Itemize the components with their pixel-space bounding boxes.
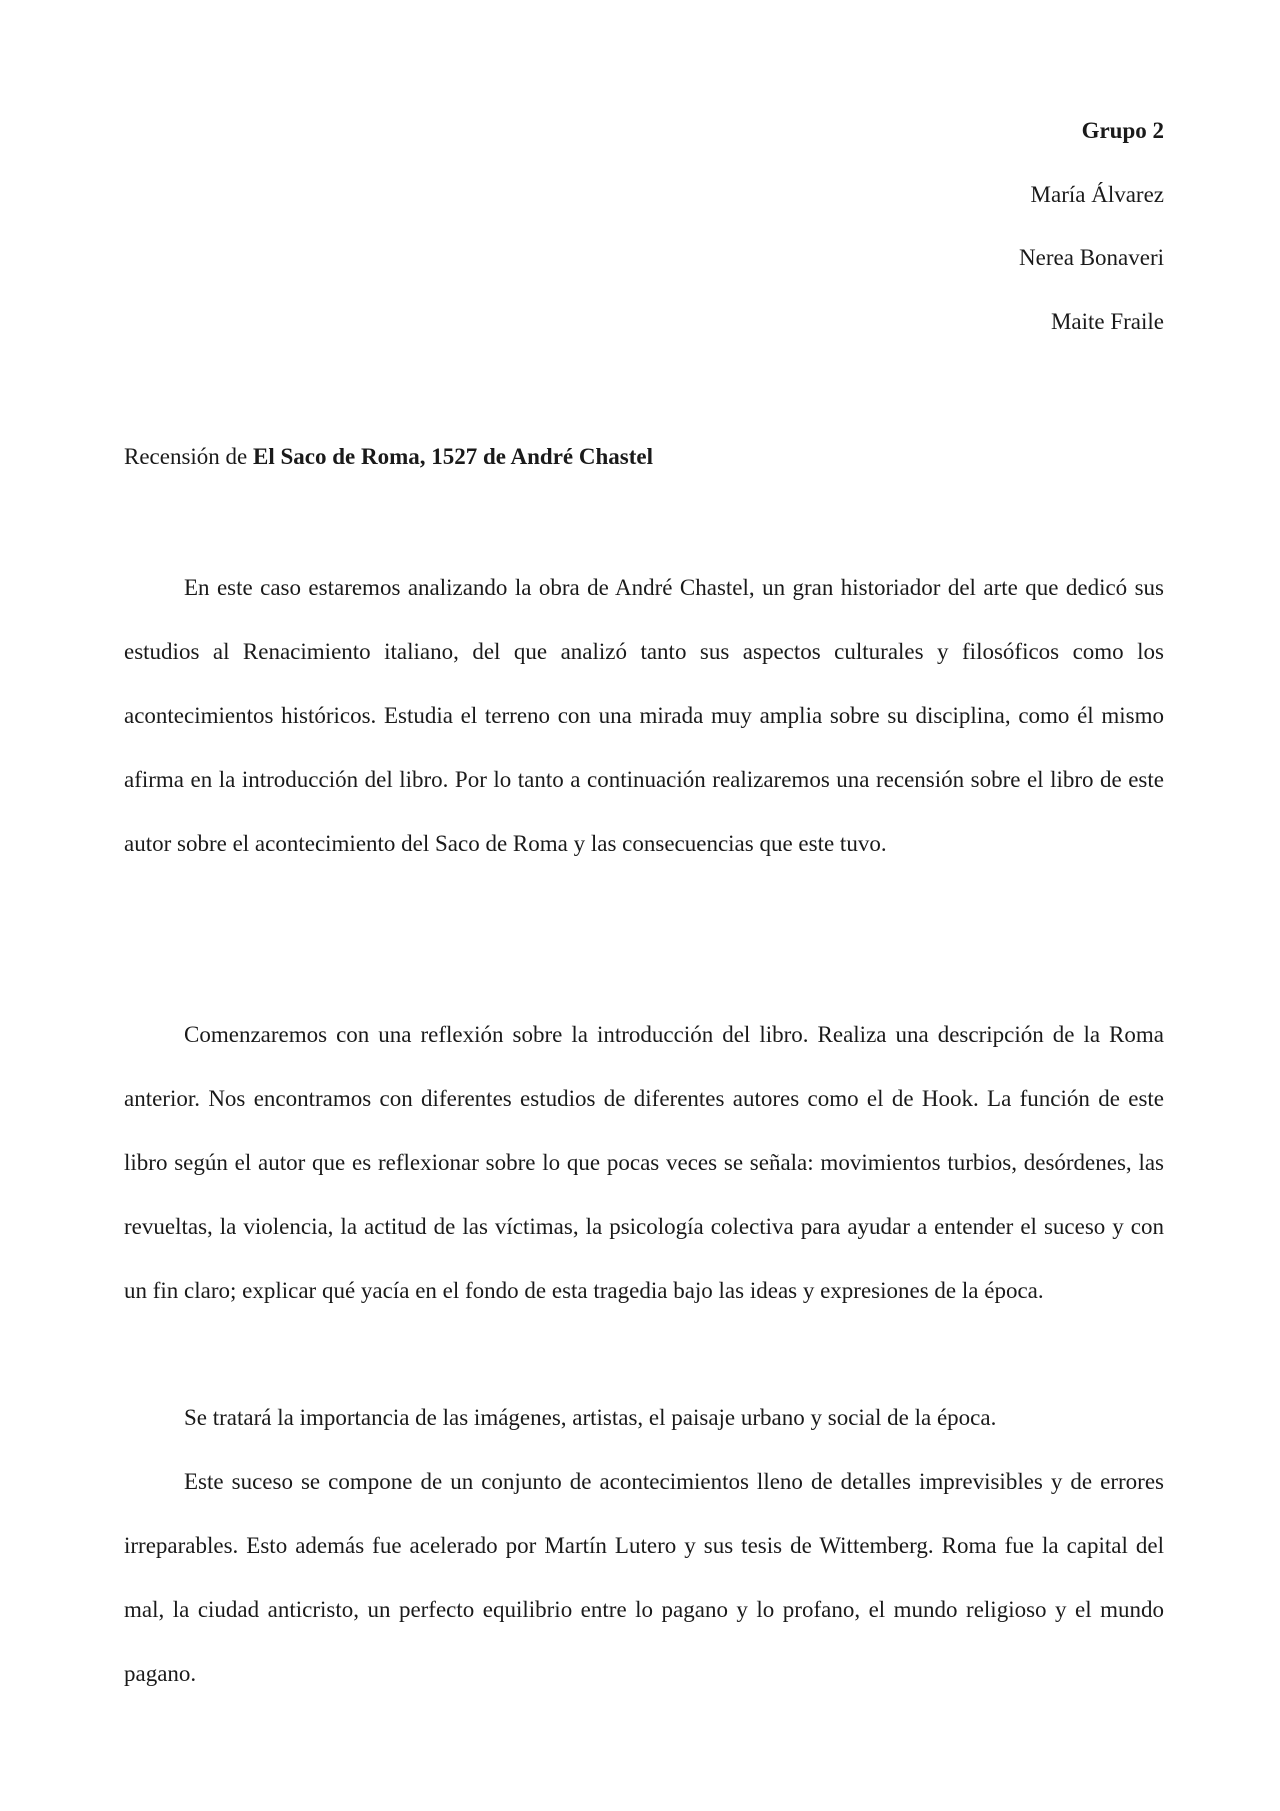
header-block — [1019, 118, 1164, 353]
paragraph: Este suceso se compone de un conjunto de acontecimientos lleno de detalles imprevisibles y de errores irreparables. Esto además fue acelerado por Martín Lutero y sus tesis de Wittemberg. Roma fue la capital del mal, la ciudad anticristo, un perfecto equilibrio entre lo pagano y lo profano, el mundo religioso y el mundo pagano. — [124, 1469, 1164, 1686]
paragraph: Se tratará la importancia de las imágenes, artistas, el paisaje urbano y social de la época. — [184, 1405, 997, 1430]
author-name: Maite Fraile — [1050, 308, 1164, 334]
author-name: María Álvarez — [1030, 181, 1164, 207]
title-prefix: Recensión de — [124, 444, 254, 469]
book-title: El Saco de Roma, 1527 de André Chastel — [253, 444, 653, 469]
paragraph: En este caso estaremos analizando la obra de André Chastel, un gran historiador del arte que dedicó sus estudios al Renacimiento italiano, del que analizó tanto sus aspectos culturales y filosóficos como los acontecimientos históricos. Estudia el terreno con una mirada muy amplia sobre su disciplina, como él mismo afirma en la introducción del libro. Por lo tanto a continuación realizaremos una recensión sobre el libro de este autor sobre el acontecimiento del Saco de Roma y las consecuencias que este tuvo. — [124, 575, 1164, 856]
document-page — [124, 0, 1164, 1811]
group-label: Grupo 2 — [1081, 118, 1164, 143]
paragraph: Comenzaremos con una reflexión sobre la introducción del libro. Realiza una descripción de la Roma anterior. Nos encontramos con diferentes estudios de diferentes autores como el de Hook. La función de este libro según el autor que es reflexionar sobre lo que pocas veces se señala: movimientos turbios, desórdenes, las revueltas, la violencia, la actitud de las víctimas, la psicología colectiva para ayudar a entender el suceso y con un fin claro; explicar qué yacía en el fondo de esta tragedia bajo las ideas y expresiones de la época. — [124, 1022, 1164, 1303]
author-name: Nerea Bonaveri — [1019, 245, 1164, 270]
document-title — [124, 441, 653, 473]
